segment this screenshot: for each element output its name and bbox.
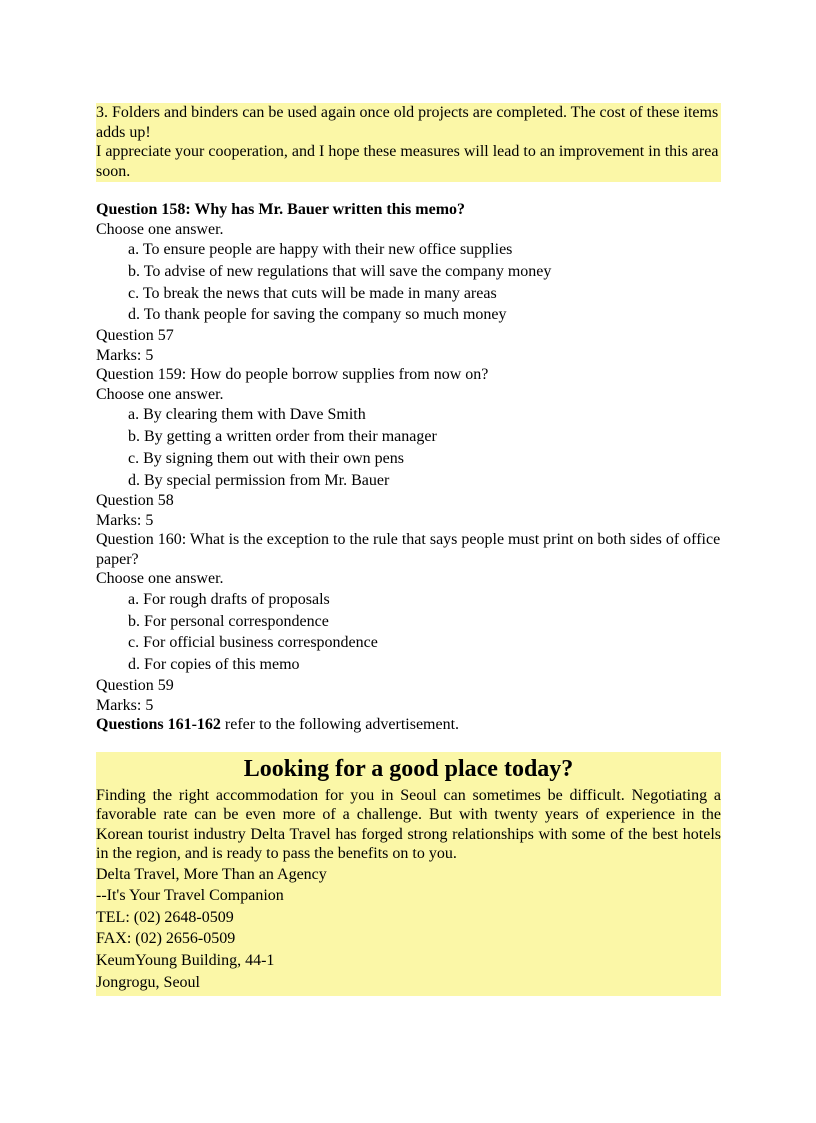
memo-closing: I appreciate your cooperation, and I hope these measures will lead to an improvement in this area soon. [96,143,719,180]
question-marks: Marks: 5 [96,696,154,714]
answer-option-c[interactable]: c. For official business correspondence [128,634,378,652]
answer-option-c[interactable]: c. By signing them out with their own pens [128,449,404,467]
question-number: Question 58 [96,492,174,510]
question-marks: Marks: 5 [96,511,154,529]
choose-instruction: Choose one answer. [96,570,224,588]
ad-title: Looking for a good place today? [243,755,574,782]
question-160 [96,530,721,715]
refer-note [96,715,721,735]
ad-telephone: TEL: (02) 2648-0509 [96,908,234,926]
choose-instruction: Choose one answer. [96,385,224,403]
memo-excerpt [96,103,721,182]
memo-point-3: 3. Folders and binders can be used again once old projects are completed. The cost of these items adds up! [96,104,719,141]
page [96,103,721,996]
question-159-prompt: Question 159: How do people borrow supplies from now on? [96,366,489,384]
advertisement [96,752,721,997]
answer-option-a[interactable]: a. For rough drafts of proposals [128,590,330,608]
question-marks: Marks: 5 [96,346,154,364]
answer-option-b[interactable]: b. To advise of new regulations that will save the company money [128,262,552,280]
ad-tagline: Delta Travel, More Than an Agency [96,865,327,883]
question-158-prompt: Question 158: Why has Mr. Bauer written this memo? [96,201,466,218]
question-159 [96,365,721,530]
refer-note-text: refer to the following advertisement. [220,716,460,734]
choose-instruction: Choose one answer. [96,220,224,238]
ad-address-city: Jongrogu, Seoul [96,973,200,991]
answer-option-d[interactable]: d. For copies of this memo [128,656,300,674]
ad-fax: FAX: (02) 2656-0509 [96,930,236,948]
ad-body: Finding the right accommodation for you in Seoul can sometimes be difficult. Negotiating a favorable rate can be even more of a challenge. But with twenty years of experience in the Korean tourist industry Delta Travel has forged strong relationships with some of the best hotels in the region, and is ready to pass the benefits on to you. [96,786,721,863]
answer-option-b[interactable]: b. By getting a written order from their manager [128,427,437,445]
question-number: Question 57 [96,327,174,345]
answer-option-a[interactable]: a. By clearing them with Dave Smith [128,406,366,424]
question-158 [96,200,721,365]
ad-address-building: KeumYoung Building, 44-1 [96,951,275,969]
question-160-prompt: Question 160: What is the exception to the rule that says people must print on both sides of office paper? [96,531,721,568]
question-number: Question 59 [96,677,174,695]
answer-option-a[interactable]: a. To ensure people are happy with their new office supplies [128,241,513,258]
ad-slogan: --It's Your Travel Companion [96,887,284,905]
answer-option-d[interactable]: d. By special permission from Mr. Bauer [128,471,390,489]
refer-note-range: Questions 161-162 [96,716,221,734]
answer-option-d[interactable]: d. To thank people for saving the company so much money [128,306,507,324]
answer-option-b[interactable]: b. For personal correspondence [128,612,329,630]
answer-option-c[interactable]: c. To break the news that cuts will be made in many areas [128,284,497,302]
